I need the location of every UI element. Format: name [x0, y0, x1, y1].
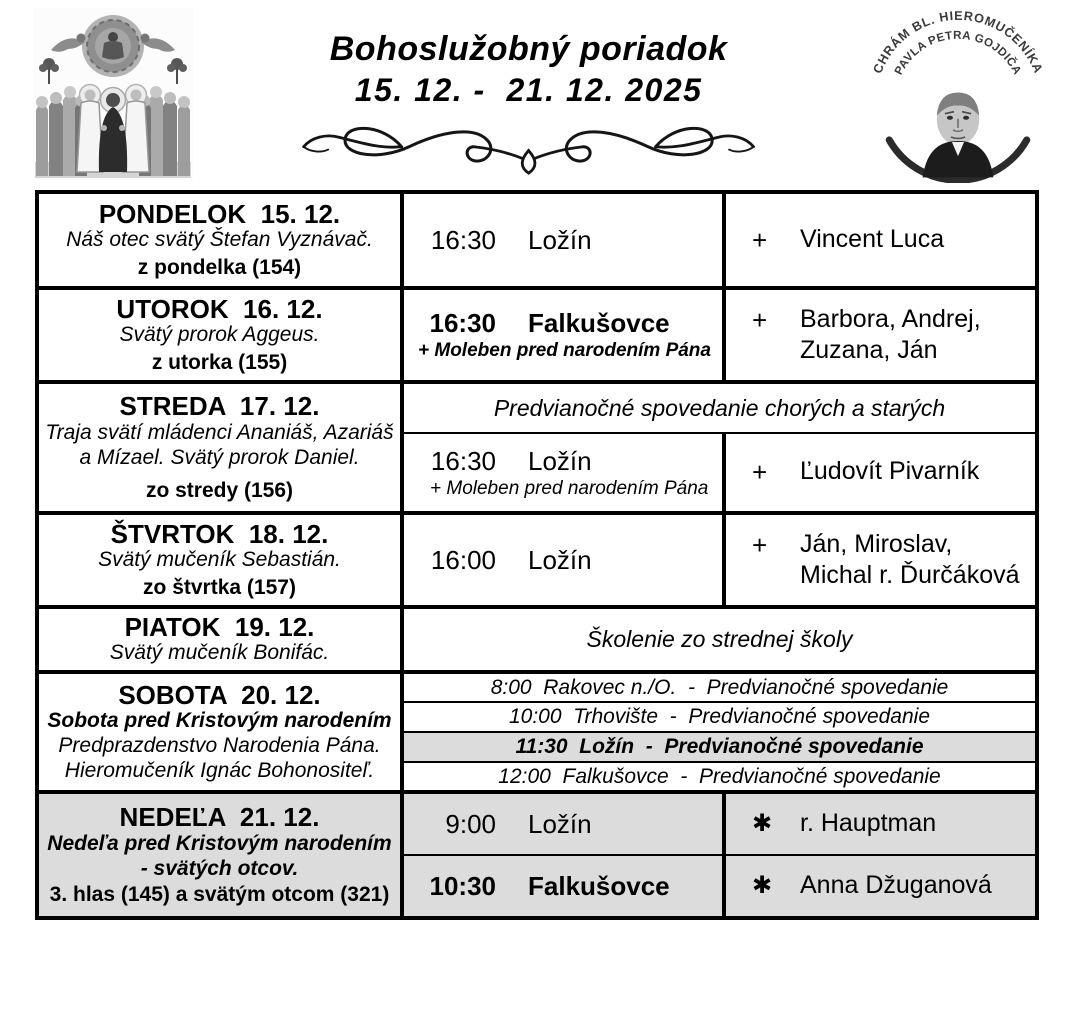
- star-icon: ✱: [752, 871, 773, 900]
- service-place: Ložín: [528, 224, 592, 255]
- intention-cell-pondelok: [724, 192, 1037, 288]
- feast-bold-text: Nedeľa pred Kristovým narodením: [47, 832, 392, 856]
- confession-line: 11:30 Ložín - Predvianočné spovedanie: [515, 735, 924, 758]
- cross-icon: +: [752, 457, 768, 488]
- banner-text: Školenie zo strednej školy: [586, 626, 853, 652]
- service-place: Ložín: [528, 544, 592, 575]
- intention-names: r. Hauptman: [800, 809, 937, 838]
- service-place: Ložín: [528, 808, 592, 839]
- service-cell-utorok: [402, 288, 724, 382]
- service-cell-nedela-1: [402, 792, 724, 855]
- feast-text: Svätý prorok Aggeus.: [119, 323, 320, 347]
- day-title: ŠTVRTOK 18. 12.: [110, 518, 329, 549]
- confession-line: 10:00 Trhovište - Predvianočné spovedanie: [508, 705, 931, 728]
- day-title: UTOROK 16. 12.: [116, 293, 323, 324]
- banner-cell-piatok: [402, 607, 1037, 672]
- confession-row: [402, 702, 1037, 732]
- day-cell-stvrtok: [37, 513, 402, 607]
- banner-cell-streda: [402, 382, 1037, 433]
- day-cell-nedela: [37, 792, 402, 918]
- day-cell-streda: [37, 382, 402, 513]
- flourish-icon: [284, 111, 774, 175]
- day-cell-sobota: [37, 672, 402, 792]
- tone-text: zo stredy (156): [145, 478, 294, 502]
- feast-text: Svätý mučeník Sebastián.: [98, 548, 341, 572]
- service-cell-streda: [402, 433, 724, 513]
- tone-text: zo štvrtka (157): [143, 576, 296, 600]
- intention-cell-nedela-2: [724, 855, 1037, 918]
- day-title: SOBOTA 20. 12.: [118, 679, 321, 710]
- intention-names: Vincent Luca: [800, 224, 945, 253]
- intention-names: Ľudovít Pivarník: [800, 457, 980, 486]
- feast-text: Predprazdenstvo Narodenia Pána.: [58, 733, 381, 757]
- cross-icon: +: [752, 224, 768, 255]
- service-note: + Moleben pred narodením Pána: [418, 340, 711, 361]
- tone-text: 3. hlas (145) a svätým otcom (321): [49, 882, 390, 906]
- service-note: + Moleben pred narodením Pána: [430, 477, 709, 499]
- star-icon: ✱: [752, 809, 773, 838]
- service-time: 16:00: [430, 544, 496, 575]
- intention-names: Ján, Miroslav, Michal r. Ďurčáková: [800, 529, 1020, 589]
- day-title: NEDEĽA 21. 12.: [119, 802, 320, 833]
- service-time: 16:30: [429, 308, 496, 338]
- banner-text: Predvianočné spovedanie chorých a starých: [493, 394, 946, 421]
- ascension-icon: [33, 8, 193, 180]
- page-title: Bohoslužobný poriadok: [329, 30, 728, 68]
- page-header: [0, 0, 1082, 190]
- feast-bold-text: - svätých otcov.: [140, 856, 299, 880]
- cross-icon: +: [752, 529, 768, 560]
- cross-icon: +: [752, 304, 768, 335]
- parish-stamp-icon: [862, 5, 1054, 183]
- confession-line: 8:00 Rakovec n./O. - Predvianočné spovedanie: [490, 675, 949, 699]
- intention-names: Barbora, Andrej, Zuzana, Ján: [800, 304, 981, 364]
- service-time: 16:30: [430, 445, 496, 476]
- tone-text: z pondelka (154): [137, 256, 302, 280]
- day-title: PIATOK 19. 12.: [124, 611, 315, 642]
- stamp-arc-bottom: PAVLA PETRA GOJDIČA: [892, 28, 1024, 77]
- confession-row: [402, 762, 1037, 792]
- day-cell-utorok: [37, 288, 402, 382]
- service-time: 10:30: [429, 870, 496, 901]
- intention-cell-stvrtok: [724, 513, 1037, 607]
- feast-bold-text: Sobota pred Kristovým narodením: [47, 709, 392, 733]
- service-cell-stvrtok: [402, 513, 724, 607]
- feast-text: Traja svätí mládenci Ananiáš, Azariáš a Mízael. Svätý prorok Daniel.: [45, 421, 394, 469]
- service-time: 16:30: [430, 224, 496, 255]
- feast-text: Hieromučeník Ignác Bohonositeľ.: [64, 758, 375, 782]
- date-range: 15. 12. - 21. 12. 2025: [354, 72, 703, 108]
- day-cell-pondelok: [37, 192, 402, 288]
- service-cell-nedela-2: [402, 855, 724, 918]
- feast-text: Svätý mučeník Bonifác.: [109, 641, 330, 665]
- day-cell-piatok: [37, 607, 402, 672]
- intention-cell-utorok: [724, 288, 1037, 382]
- service-place: Ložín: [528, 445, 592, 476]
- intention-names: Anna Džuganová: [800, 871, 992, 900]
- stamp-arc-top: CHRÁM BL. HIEROMUČENÍKA: [870, 8, 1046, 76]
- bishop-portrait: [923, 92, 994, 177]
- intention-cell-nedela-1: [724, 792, 1037, 855]
- confession-line: 12:00 Falkušovce - Predvianočné spovedanie: [498, 764, 941, 788]
- day-title: PONDELOK 15. 12.: [98, 198, 341, 229]
- service-place: Falkušovce: [528, 308, 670, 338]
- confession-row: [402, 672, 1037, 702]
- confession-row-highlighted: [402, 732, 1037, 762]
- day-title: STREDA 17. 12.: [119, 391, 320, 422]
- service-time: 9:00: [445, 808, 496, 839]
- service-cell-pondelok: [402, 192, 724, 288]
- feast-text: Náš otec svätý Štefan Vyznávač.: [66, 228, 373, 252]
- title-block: [219, 30, 839, 180]
- intention-cell-streda: [724, 433, 1037, 513]
- service-place: Falkušovce: [528, 870, 670, 901]
- schedule-table: [35, 190, 1039, 920]
- tone-text: z utorka (155): [151, 351, 288, 375]
